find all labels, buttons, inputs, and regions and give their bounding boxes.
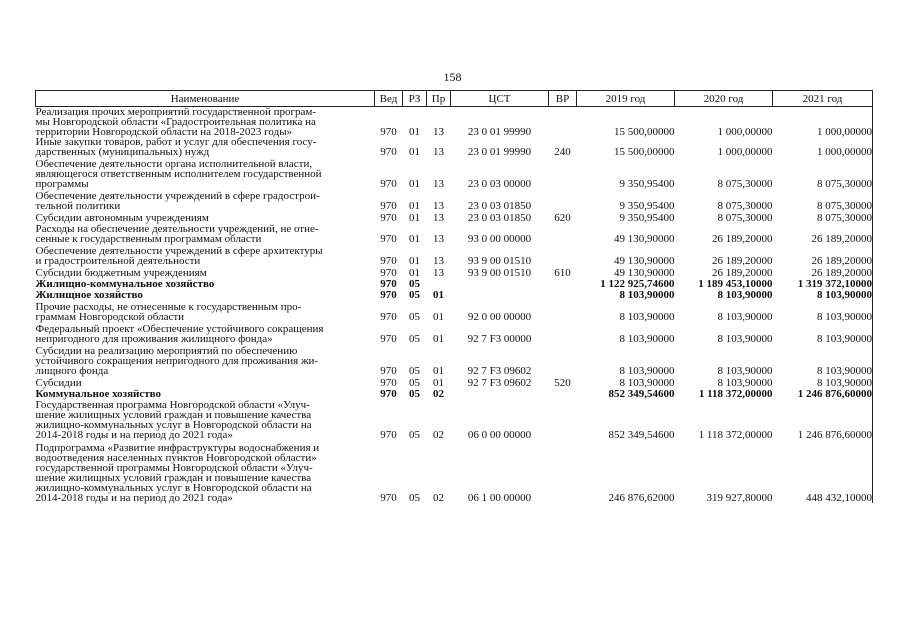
cell-2021: 1 000,00000	[773, 137, 873, 159]
table-body	[36, 107, 873, 504]
cell-2021: 8 075,30000	[773, 159, 873, 191]
cell-ved: 970	[380, 333, 397, 345]
cell-cst: 93 9 00 01510	[467, 267, 532, 279]
cell-vr	[549, 389, 577, 400]
cell-2019: 1 122 925,74600	[600, 278, 675, 290]
cell-2019: 49 130,90000	[614, 233, 675, 245]
cell-name: Коммунальное хозяйство	[35, 388, 162, 400]
cell-2019: 15 500,00000	[614, 146, 675, 158]
cell-name: Субсидии бюджетным учреждениям	[35, 267, 207, 279]
cell-pr: 01	[433, 311, 444, 323]
cell-ved: 970	[380, 178, 397, 190]
cell-name: Субсидии автономным учреждениям	[35, 212, 209, 224]
cell-pr: 02	[433, 388, 444, 400]
cell-ved: 970	[380, 365, 397, 377]
cell-ved: 970	[380, 311, 397, 323]
cell-ved: 970	[380, 429, 397, 441]
table-row	[36, 224, 873, 246]
table-row	[36, 107, 873, 138]
cell-vr	[549, 191, 577, 213]
cell-cst: 92 7 F3 00000	[467, 333, 532, 345]
cell-pr: 02	[433, 492, 444, 504]
cell-2020: 26 189,20000	[712, 267, 773, 279]
cell-2021: 1 319 372,10000	[773, 279, 873, 290]
cell-2021: 8 103,90000	[773, 302, 873, 324]
cell-rz: 01	[409, 146, 420, 158]
header-vr: ВР	[549, 91, 577, 107]
cell-rz: 05	[409, 388, 420, 400]
cell-name: Обеспечение деятельности учреждений в сфере архитектуры и градостроительной деятельности	[35, 245, 323, 267]
cell-2019: 8 103,90000	[619, 333, 675, 345]
cell-ved: 970	[380, 278, 397, 290]
cell-vr	[549, 107, 577, 138]
table-row	[36, 246, 873, 268]
cell-pr: 02	[433, 429, 444, 441]
cell-pr: 01	[433, 333, 444, 345]
cell-2020: 8 075,30000	[717, 178, 773, 190]
cell-2021: 26 189,20000	[773, 268, 873, 279]
cell-vr	[549, 302, 577, 324]
cell-2020: 1 000,00000	[717, 146, 773, 158]
cell-2019: 49 130,90000	[614, 267, 675, 279]
cell-ved: 970	[380, 492, 397, 504]
cell-rz: 05	[409, 311, 420, 323]
cell-2021: 8 103,90000	[773, 290, 873, 302]
cell-2020: 8 103,90000	[717, 365, 773, 377]
cell-2019: 49 130,90000	[614, 255, 675, 267]
cell-ved: 970	[380, 146, 397, 158]
cell-rz: 01	[409, 233, 420, 245]
cell-2020: 26 189,20000	[712, 255, 773, 267]
cell-rz: 05	[409, 377, 420, 389]
cell-pr: 01	[433, 289, 444, 301]
cell-ved: 970	[380, 267, 397, 279]
cell-vr	[549, 279, 577, 290]
cell-2019: 852 349,54600	[608, 429, 675, 441]
cell-rz: 01	[409, 200, 420, 212]
cell-cst: 23 0 03 00000	[467, 178, 532, 190]
table-row	[36, 346, 873, 378]
cell-cst	[451, 389, 549, 400]
cell-2020: 1 118 372,00000	[698, 388, 773, 400]
cell-2021: 8 103,90000	[773, 378, 873, 389]
cell-vr	[549, 324, 577, 346]
table-row	[36, 400, 873, 443]
cell-cst: 92 7 F3 09602	[467, 377, 532, 389]
cell-name: Федеральный проект «Обеспечение устойчивого сокращения непригодного для проживания жилищного фонда»	[35, 323, 324, 345]
header-cst: ЦСТ	[451, 91, 549, 107]
table-row	[36, 191, 873, 213]
cell-ved: 970	[380, 233, 397, 245]
cell-2021: 8 075,30000	[773, 213, 873, 224]
cell-rz: 01	[409, 126, 420, 138]
page-number: 158	[443, 70, 462, 84]
table-row	[36, 324, 873, 346]
cell-vr	[549, 443, 577, 503]
cell-cst: 93 9 00 01510	[467, 255, 532, 267]
cell-rz: 01	[409, 212, 420, 224]
cell-ved: 970	[380, 377, 397, 389]
cell-cst: 23 0 03 01850	[467, 200, 532, 212]
cell-2020: 8 103,90000	[717, 311, 773, 323]
cell-cst: 92 0 00 00000	[467, 311, 532, 323]
cell-2021: 8 103,90000	[773, 346, 873, 378]
cell-cst: 23 0 01 99990	[467, 146, 532, 158]
cell-vr: 240	[554, 146, 571, 158]
cell-2019: 15 500,00000	[614, 126, 675, 138]
cell-pr: 13	[433, 146, 444, 158]
cell-name: Иные закупки товаров, работ и услуг для обеспечения госу- дарственных (муниципальных) нужд	[35, 136, 317, 158]
cell-pr: 13	[433, 255, 444, 267]
cell-cst: 06 1 00 00000	[467, 492, 532, 504]
cell-name: Обеспечение деятельности учреждений в сфере градострои- тельной политики	[35, 190, 320, 212]
cell-2019: 9 350,95400	[619, 200, 675, 212]
cell-pr: 13	[433, 200, 444, 212]
cell-2020: 1 189 453,10000	[698, 278, 773, 290]
table-header	[36, 91, 873, 107]
header-2019: 2019 год	[577, 91, 675, 107]
cell-cst: 92 7 F3 09602	[467, 365, 532, 377]
cell-2020: 319 927,80000	[706, 492, 773, 504]
cell-vr	[549, 290, 577, 302]
cell-cst: 93 0 00 00000	[467, 233, 532, 245]
cell-2021: 448 432,10000	[773, 443, 873, 503]
cell-name: Подпрограмма «Развитие инфраструктуры водоснабжения и водоотведения населенных пунктов Новгородской области» государственной программы Новгородской области «Улуч- шение жилищных условий граждан и повышение качества жилищно-коммунальных услуг в Новгородской области на 2014-2018 годы и на период до 2021 года»	[35, 442, 320, 504]
cell-rz: 05	[409, 278, 420, 290]
header-2021: 2021 год	[773, 91, 873, 107]
cell-name: Жилищное хозяйство	[35, 289, 143, 301]
cell-pr: 13	[433, 212, 444, 224]
cell-2021: 26 189,20000	[773, 224, 873, 246]
cell-name: Субсидии	[35, 377, 82, 389]
cell-2019: 8 103,90000	[619, 289, 675, 301]
cell-2020: 8 103,90000	[717, 289, 773, 301]
cell-2019: 246 876,62000	[608, 492, 675, 504]
cell-name: Расходы на обеспечение деятельности учреждений, не отне- сенные к государственным программам области	[35, 223, 319, 245]
budget-table	[35, 90, 873, 503]
cell-rz: 01	[409, 267, 420, 279]
header-ved: Вед	[375, 91, 403, 107]
cell-2021: 1 246 876,60000	[773, 400, 873, 443]
cell-rz: 05	[409, 429, 420, 441]
cell-pr: 13	[433, 178, 444, 190]
header-name: Наименование	[36, 91, 375, 107]
cell-2020: 8 075,30000	[717, 200, 773, 212]
cell-vr: 620	[554, 212, 571, 224]
cell-vr	[549, 159, 577, 191]
cell-cst: 23 0 03 01850	[467, 212, 532, 224]
cell-2020: 1 118 372,00000	[698, 429, 773, 441]
cell-cst	[451, 290, 549, 302]
cell-2020: 8 075,30000	[717, 212, 773, 224]
cell-vr	[549, 346, 577, 378]
cell-2021: 26 189,20000	[773, 246, 873, 268]
cell-cst: 23 0 01 99990	[467, 126, 532, 138]
cell-2020: 26 189,20000	[712, 233, 773, 245]
cell-pr: 01	[433, 377, 444, 389]
header-2020: 2020 год	[675, 91, 773, 107]
cell-2019: 8 103,90000	[619, 311, 675, 323]
cell-pr: 13	[433, 233, 444, 245]
cell-cst: 06 0 00 00000	[467, 429, 532, 441]
cell-2021: 1 000,00000	[773, 107, 873, 138]
cell-vr: 610	[554, 267, 571, 279]
cell-name: Субсидии на реализацию мероприятий по обеспечению устойчивого сокращения непригодного для проживания жи- лищного фонда	[35, 345, 319, 377]
cell-pr: 01	[433, 365, 444, 377]
cell-vr	[549, 224, 577, 246]
cell-pr: 13	[433, 126, 444, 138]
cell-pr: 13	[433, 267, 444, 279]
cell-2020: 1 000,00000	[717, 126, 773, 138]
cell-rz: 05	[409, 333, 420, 345]
cell-name: Прочие расходы, не отнесенные к государственным про- граммам Новгородской области	[35, 301, 302, 323]
table-row	[36, 302, 873, 324]
cell-name: Жилищно-коммунальное хозяйство	[35, 278, 215, 290]
cell-vr: 520	[554, 377, 571, 389]
cell-rz: 01	[409, 178, 420, 190]
cell-2021: 8 103,90000	[773, 324, 873, 346]
cell-2019: 9 350,95400	[619, 212, 675, 224]
table-row	[36, 137, 873, 159]
cell-cst	[451, 279, 549, 290]
cell-2019: 8 103,90000	[619, 365, 675, 377]
cell-vr	[549, 400, 577, 443]
cell-2020: 8 103,90000	[717, 333, 773, 345]
cell-2019: 9 350,95400	[619, 178, 675, 190]
cell-name: Государственная программа Новгородской области «Улуч- шение жилищных условий граждан и повышение качества жилищно-коммунальных услуг в Новгородской области на 2014-2018 годы и на период до 2021 года»	[35, 399, 312, 441]
cell-ved: 970	[380, 212, 397, 224]
cell-2019: 852 349,54600	[608, 388, 675, 400]
cell-ved: 970	[380, 200, 397, 212]
cell-vr	[549, 246, 577, 268]
header-rz: РЗ	[403, 91, 427, 107]
cell-rz: 05	[409, 492, 420, 504]
cell-name: Обеспечение деятельности органа исполнительной власти, являющегося ответственным исполнителем государственной программы	[35, 158, 322, 190]
cell-2019: 8 103,90000	[619, 377, 675, 389]
cell-ved: 970	[380, 289, 397, 301]
cell-rz: 05	[409, 365, 420, 377]
cell-ved: 970	[380, 255, 397, 267]
table-row	[36, 443, 873, 503]
table-row	[36, 159, 873, 191]
cell-2021: 1 246 876,60000	[773, 389, 873, 400]
cell-rz: 05	[409, 289, 420, 301]
cell-name: Реализация прочих мероприятий государственной програм- мы Новгородской области «Градостроительная политика на территории Новгородской области на 2018-2023 годы»	[35, 106, 316, 138]
cell-ved: 970	[380, 388, 397, 400]
header-pr: Пр	[427, 91, 451, 107]
cell-2020: 8 103,90000	[717, 377, 773, 389]
cell-2021: 8 075,30000	[773, 191, 873, 213]
cell-ved: 970	[380, 126, 397, 138]
cell-rz: 01	[409, 255, 420, 267]
